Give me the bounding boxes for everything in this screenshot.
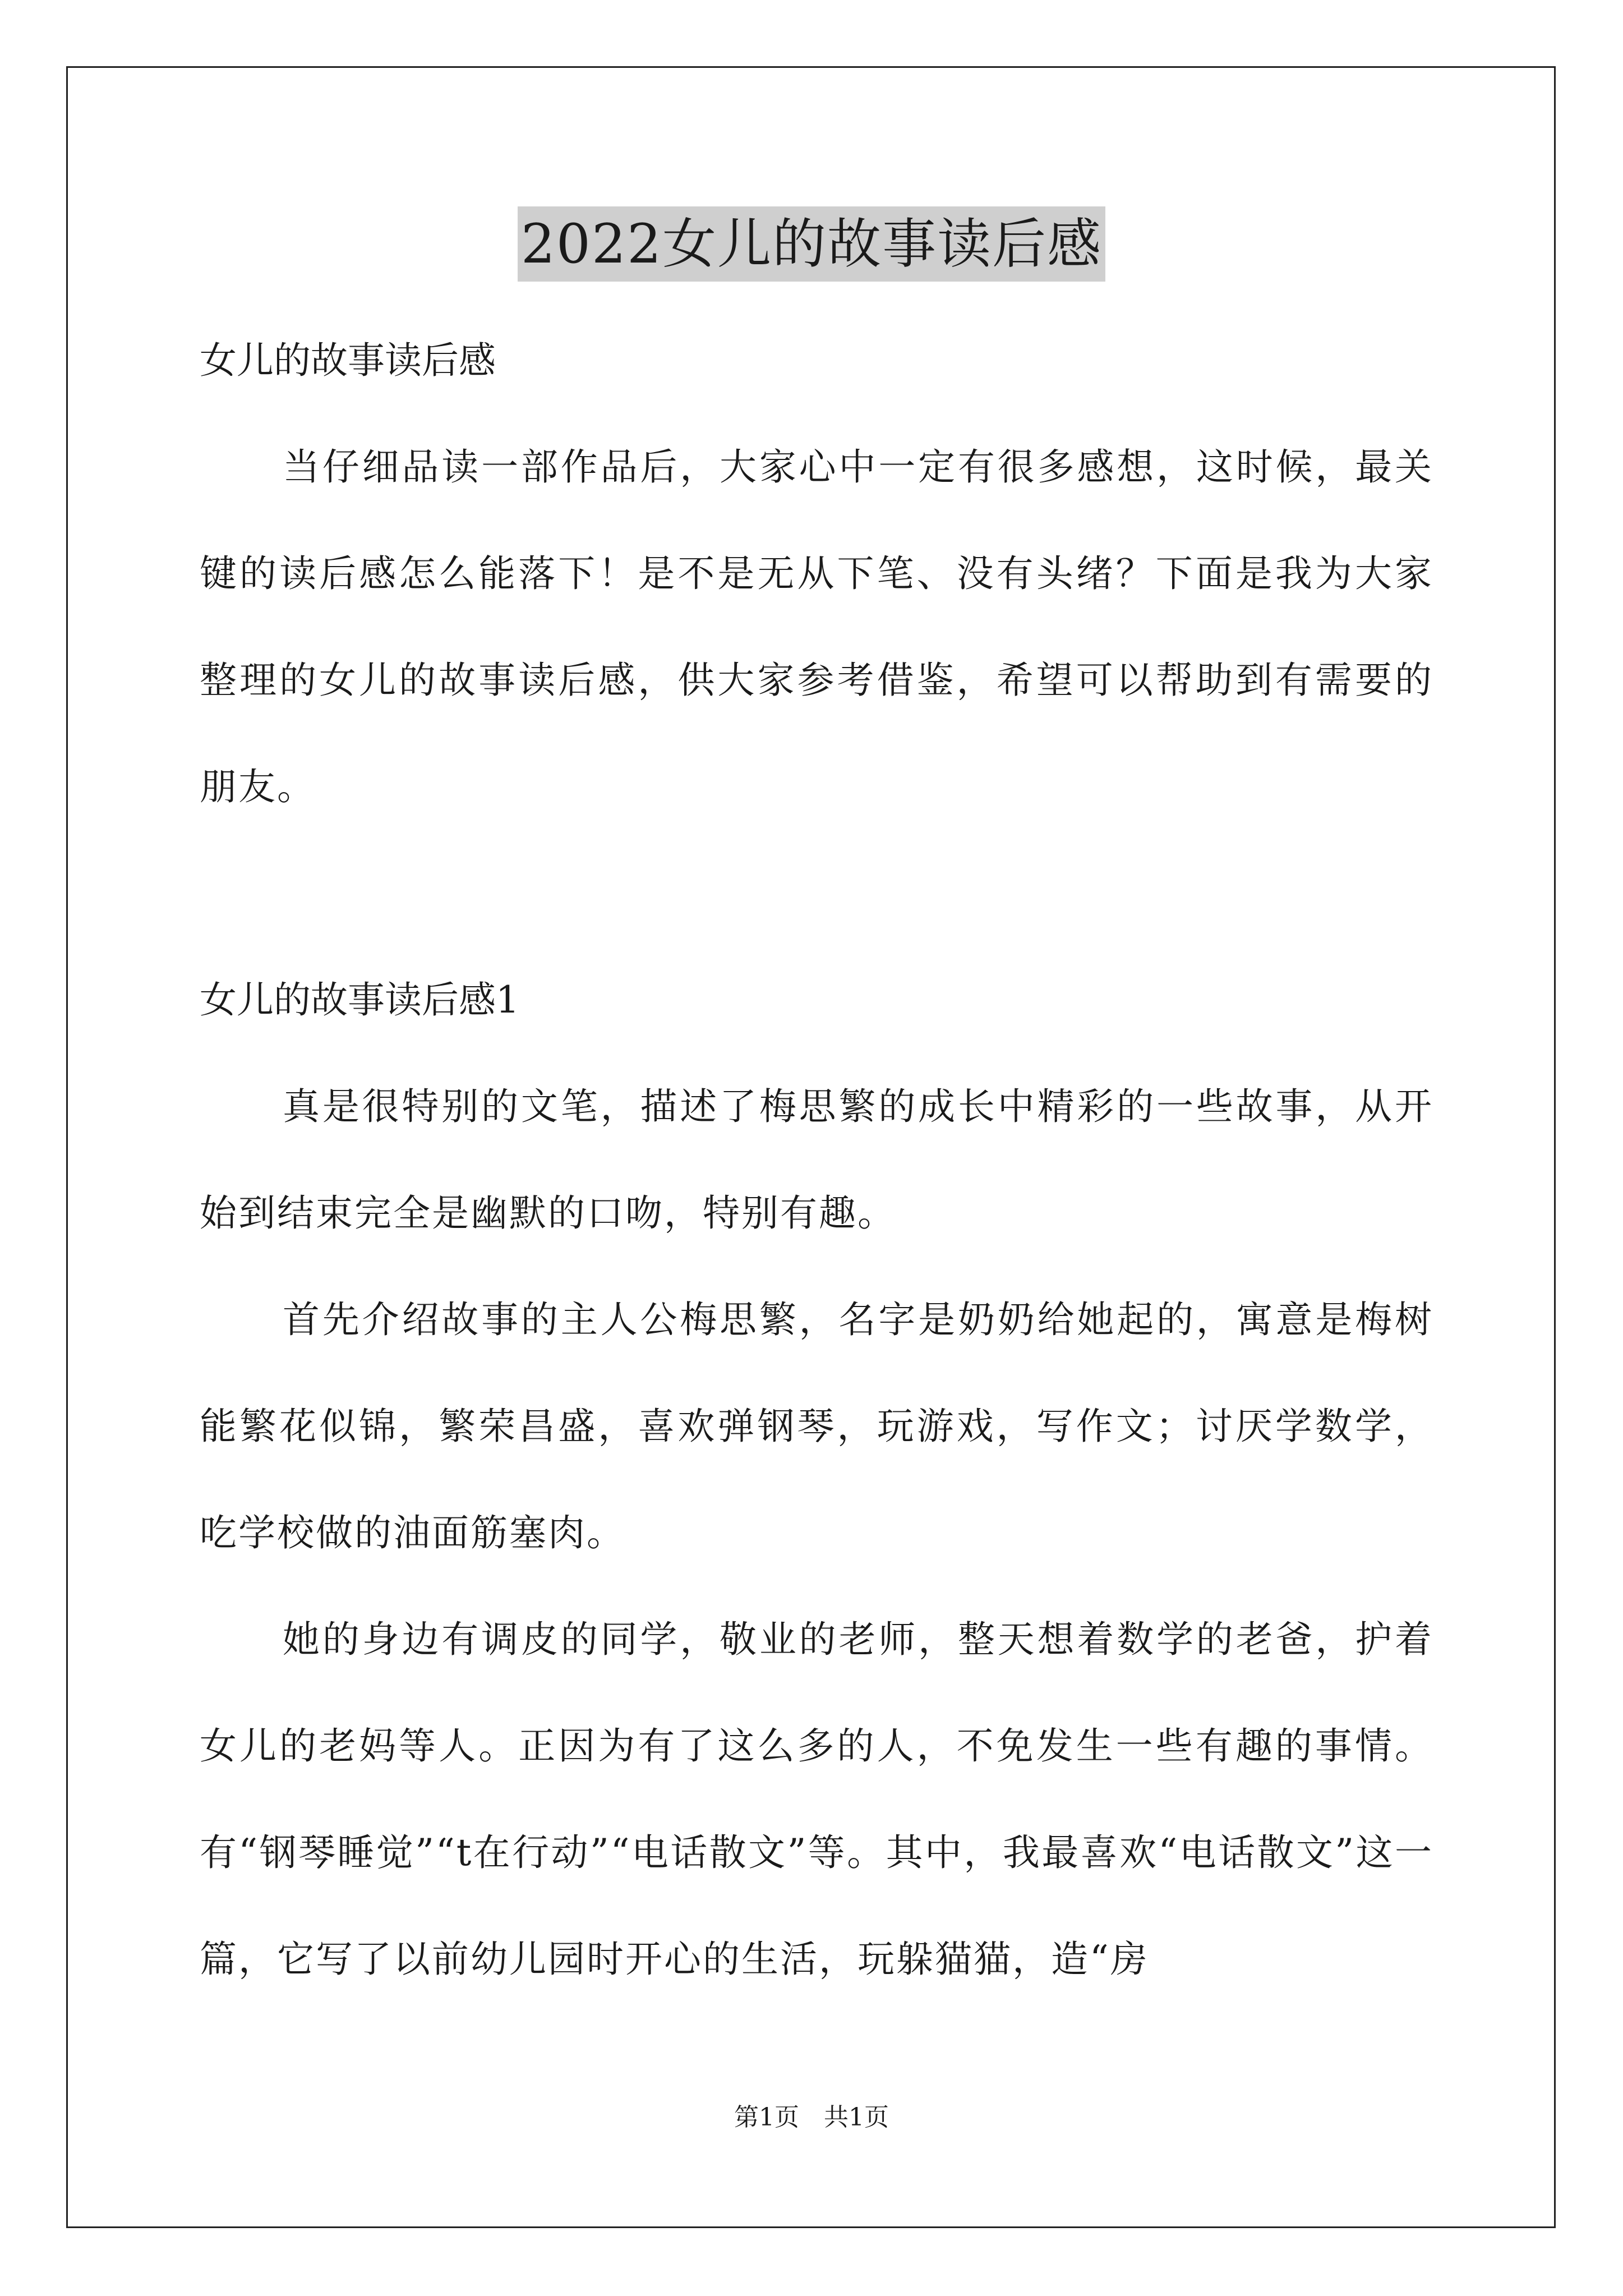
- intro-paragraph: 当仔细品读一部作品后，大家心中一定有很多感想，这时候，最关键的读后感怎么能落下！是不是无从下笔、没有头绪？下面是我为大家整理的女儿的故事读后感，供大家参考借鉴，希望可以帮助到有需要的朋友。: [200, 445, 1433, 808]
- document-body: [200, 307, 1433, 2013]
- page-footer: 第1页 共1页: [734, 2103, 889, 2132]
- body-paragraph-2: 首先介绍故事的主人公梅思繁，名字是奶奶给她起的，寓意是梅树能繁花似锦，繁荣昌盛，喜欢弹钢琴，玩游戏，写作文；讨厌学数学，吃学校做的油面筋塞肉。: [200, 1298, 1433, 1554]
- body-paragraph-1: 真是很特别的文笔，描述了梅思繁的成长中精彩的一些故事，从开始到结束完全是幽默的口吻，特别有趣。: [200, 1085, 1433, 1235]
- document-title: 2022女儿的故事读后感: [518, 206, 1105, 282]
- section-heading: 女儿的故事读后感1: [200, 978, 519, 1022]
- section-spacer: [200, 840, 1433, 947]
- intro-heading: 女儿的故事读后感: [200, 339, 496, 382]
- body-paragraph-3: 她的身边有调皮的同学，敬业的老师，整天想着数学的老爸，护着女儿的老妈等人。正因为有了这么多的人，不免发生一些有趣的事情。有“钢琴睡觉”“t在行动”“电话散文”等。其中，我最喜欢“电话散文”这一篇，它写了以前幼儿园时开心的生活，玩躲猫猫，造“房: [200, 1618, 1433, 1981]
- title-container: [0, 206, 1623, 282]
